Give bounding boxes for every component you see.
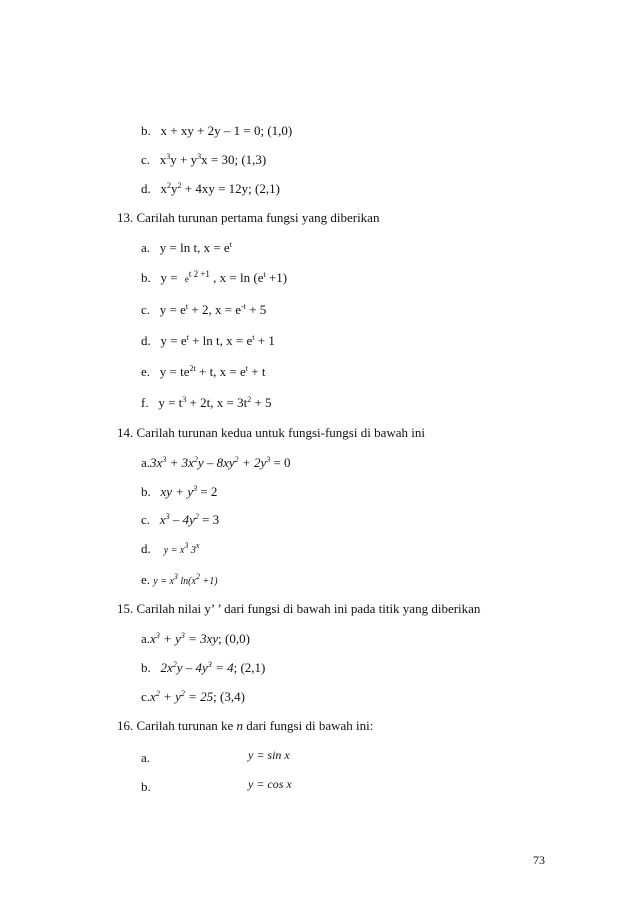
item-text: + 1 — [254, 333, 275, 348]
superscript: 3 — [165, 512, 170, 521]
item-text: + t — [248, 364, 266, 379]
item-label: d. — [141, 181, 151, 196]
math-text: = 3 — [198, 512, 220, 527]
q14-heading: 14. Carilah turunan kedua untuk fungsi-fungsi di bawah ini — [117, 425, 425, 440]
item-label: a. — [141, 631, 151, 646]
item-label: a. — [141, 455, 151, 470]
item-text: y = — [160, 270, 181, 285]
item-text: x = 30; (1,3) — [201, 152, 267, 167]
math-text: y – 4y — [176, 660, 208, 675]
q13-item-d — [141, 333, 275, 349]
math-text: y = x — [153, 576, 174, 587]
item-text: x — [159, 152, 167, 167]
item-text: +1) — [265, 270, 288, 285]
item-b-top — [141, 123, 292, 139]
q16-item-a — [141, 750, 150, 766]
superscript: 2 — [167, 181, 171, 190]
math-text: + y — [159, 689, 181, 704]
superscript: t — [252, 333, 255, 342]
point-text: ; (3,4) — [213, 689, 245, 704]
math-text: y – 8xy — [197, 455, 235, 470]
superscript: 3 — [207, 660, 212, 669]
superscript: 3 — [162, 455, 167, 464]
item-text: y = te — [159, 364, 190, 379]
item-text: y = t — [158, 395, 183, 410]
item-label: a. — [141, 750, 151, 765]
math-text: = 3xy — [184, 631, 219, 646]
page-number: 73 — [533, 853, 545, 867]
math-text: xy + y — [160, 484, 194, 499]
superscript: 2 — [247, 395, 252, 404]
q16-item-a-eq: y = sin x — [248, 748, 290, 762]
superscript: 3 — [180, 631, 185, 640]
superscript: 2 — [155, 689, 160, 698]
superscript: 3 — [197, 152, 202, 161]
heading-text: dari fungsi di bawah ini: — [243, 718, 374, 733]
item-text: y = e — [160, 333, 187, 348]
math-text: 3x — [150, 455, 163, 470]
math-text: ln(x — [177, 576, 196, 587]
q14-item-d — [141, 541, 199, 559]
q16-item-b-eq: y = cos x — [248, 777, 292, 791]
item-label: d. — [141, 333, 151, 348]
item-text: y = e — [159, 302, 186, 317]
q13-item-b — [141, 270, 287, 287]
point-text: ; (2,1) — [233, 660, 266, 675]
math-text: + 3x — [166, 455, 194, 470]
q15-heading: 15. Carilah nilai y’ ’ dari fungsi di bawah ini pada titik yang diberikan — [117, 601, 481, 616]
item-text: x — [160, 181, 167, 196]
q13-item-c — [141, 302, 266, 318]
item-text: + 5 — [251, 395, 272, 410]
item-label: e. — [141, 572, 151, 587]
item-label: c. — [141, 152, 151, 167]
superscript: 2 — [193, 455, 198, 464]
superscript: 3 — [193, 484, 198, 493]
math-text: = 25 — [184, 689, 214, 704]
q15-item-a — [141, 631, 250, 647]
item-text: y — [171, 181, 178, 196]
item-label: b. — [141, 270, 151, 285]
superscript: 2t — [189, 364, 196, 373]
item-text: + 2, x = e — [188, 302, 242, 317]
item-label: c. — [141, 302, 151, 317]
q14-item-c — [141, 512, 219, 528]
superscript: t — [229, 240, 232, 249]
superscript: 2 — [234, 455, 239, 464]
q16-heading — [117, 718, 373, 734]
superscript: 2 — [194, 512, 199, 521]
item-label: f. — [141, 395, 149, 410]
superscript: 3 — [182, 395, 187, 404]
superscript: t — [186, 333, 189, 342]
math-text: 3 — [188, 545, 196, 556]
q13-heading: 13. Carilah turunan pertama fungsi yang diberikan — [117, 210, 380, 225]
item-text: x + xy + 2y – 1 = 0; (1,0) — [160, 123, 293, 138]
item-label: a. — [141, 240, 151, 255]
superscript: 2 — [172, 660, 177, 669]
item-text: + 4xy = 12y; (2,1) — [181, 181, 280, 196]
math-text: x — [150, 631, 156, 646]
math-text: = 4 — [211, 660, 234, 675]
superscript: 3 — [173, 572, 178, 581]
item-text: + 5 — [245, 302, 267, 317]
superscript: t 2 +1 — [188, 269, 210, 279]
item-label: c. — [141, 689, 151, 704]
item-label: b. — [141, 779, 151, 794]
point-text: ; (0,0) — [218, 631, 250, 646]
item-text: , x = ln (e — [209, 270, 264, 285]
heading-text: 16. Carilah turunan ke — [117, 718, 237, 733]
superscript: t — [185, 302, 189, 311]
q14-item-b — [141, 484, 217, 500]
exp-base: e — [184, 274, 189, 284]
item-c-top — [141, 152, 266, 168]
item-text: + ln t, x = e — [188, 333, 253, 348]
superscript: 3 — [166, 152, 171, 161]
q15-item-b — [141, 660, 265, 676]
superscript: x — [195, 541, 200, 550]
superscript: 2 — [177, 181, 182, 190]
superscript: t — [245, 364, 249, 373]
q14-item-a — [141, 455, 291, 471]
math-text: x — [150, 689, 156, 704]
heading-n: n — [236, 718, 243, 733]
item-label: b. — [141, 123, 151, 138]
superscript: t — [263, 270, 266, 279]
math-text: + 2y — [238, 455, 267, 470]
item-label: b. — [141, 660, 151, 675]
item-label: c. — [141, 512, 151, 527]
q13-item-f — [141, 395, 272, 411]
math-text: + y — [159, 631, 181, 646]
math-text: = 0 — [270, 455, 291, 470]
q15-item-c — [141, 689, 245, 705]
item-text: + 2t, x = 3t — [186, 395, 248, 410]
math-text: – 4y — [169, 512, 195, 527]
item-label: e. — [141, 364, 151, 379]
superscript: 3 — [184, 541, 189, 550]
math-text: x — [159, 512, 166, 527]
q16-item-b — [141, 779, 151, 795]
item-label: b. — [141, 484, 151, 499]
math-text: 2x — [160, 660, 173, 675]
math-text: = 2 — [197, 484, 218, 499]
math-text: y = x — [163, 545, 185, 556]
q14-item-e — [141, 572, 218, 590]
superscript: 2 — [180, 689, 185, 698]
item-text: y = ln t, x = e — [159, 240, 230, 255]
q13-item-e — [141, 364, 265, 380]
superscript: -t — [241, 302, 246, 311]
math-text: +1) — [199, 576, 218, 587]
superscript: 3 — [155, 631, 160, 640]
item-text: + t, x = e — [195, 364, 246, 379]
item-label: d. — [141, 541, 151, 556]
item-d-top — [141, 181, 280, 197]
q13-item-a — [141, 240, 232, 256]
superscript: 2 — [195, 572, 200, 581]
item-text: y + y — [170, 152, 198, 167]
superscript: 3 — [266, 455, 271, 464]
